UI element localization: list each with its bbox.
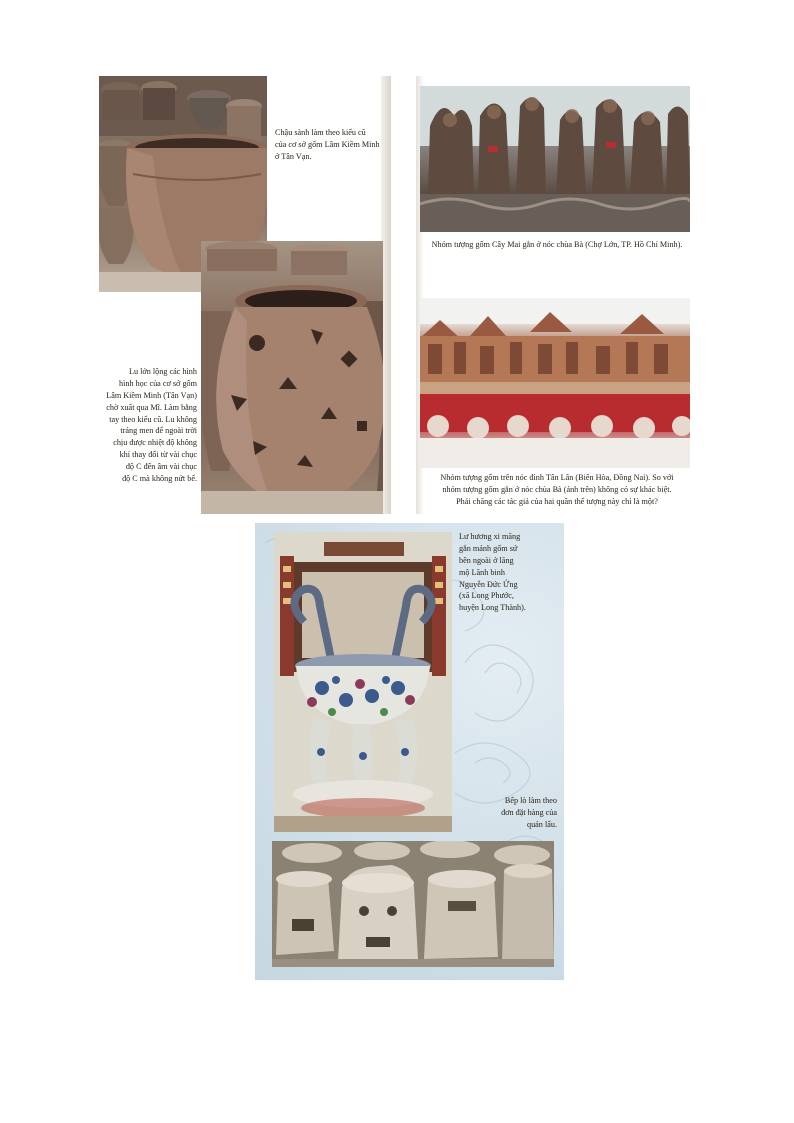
temple-roof-illustration — [420, 298, 690, 468]
incense-burner-illustration — [274, 532, 452, 832]
caption-line: Nhóm tượng gốm Cây Mai gắn ở nóc chùa Bà (Chợ Lớn, TP. Hồ Chí Minh). — [431, 240, 683, 249]
caption-incense-burner — [459, 531, 559, 614]
caption-temple-figures — [424, 472, 690, 508]
caption-line: gắn mảnh gốm sứ — [459, 543, 518, 553]
caption-line: bên ngoài ở lăng — [459, 555, 514, 565]
figure-group-illustration — [420, 86, 690, 232]
photo-pierced-jar — [201, 241, 383, 514]
left-page — [99, 76, 391, 514]
caption-line: chờ xuất qua Mĩ. Làm bằng — [106, 402, 197, 412]
caption-line: độ C đến âm vài chục — [125, 462, 197, 472]
photo-ceramic-figures-pagoda-roof — [420, 86, 690, 232]
caption-stoves — [461, 795, 557, 831]
photo-incense-burner — [274, 532, 452, 832]
caption-line: của cơ sở gốm Lâm Kiềm Minh — [275, 139, 380, 149]
caption-line: huyện Long Thành). — [459, 603, 526, 613]
caption-line: Nhóm tượng gốm trên nóc đình Tân Lân (Biên Hòa, Đồng Nai). So với — [440, 473, 674, 482]
photo-ceramic-figures-temple-roof — [420, 298, 690, 468]
caption-pagoda-figures — [424, 239, 690, 251]
caption-line: Chậu sành làm theo kiểu cũ — [275, 128, 366, 137]
caption-line: nhóm tượng gốm gắn ở nóc chùa Bà (ảnh trên) không có sự khác biệt. — [442, 484, 672, 494]
pierced-jar-illustration — [201, 241, 383, 514]
clay-stoves-illustration — [272, 841, 554, 967]
caption-line: khí thay đổi từ vài chục — [119, 450, 197, 460]
caption-line: (xã Long Phước, — [459, 591, 514, 601]
caption-line: độ C mà không nứt bể. — [122, 474, 197, 484]
caption-line: Nguyễn Đức Ứng — [459, 579, 518, 589]
caption-line: Bếp lò làm theo — [504, 796, 557, 805]
caption-line: quán lẩu. — [526, 819, 557, 829]
caption-line: tay theo kiểu cũ. Lu không — [109, 414, 197, 424]
caption-line: Lư hương xi măng — [459, 532, 521, 541]
caption-line: ở Tân Vạn. — [275, 151, 312, 161]
bottom-page — [255, 523, 564, 980]
caption-line: chịu được nhiệt độ không — [113, 438, 197, 448]
caption-line: tráng men để ngoài trời — [120, 426, 197, 436]
caption-line: đơn đặt hàng của — [501, 807, 557, 817]
caption-line: hình học của cơ sở gốm — [118, 378, 197, 388]
caption-line: Lu lớn lộng các hình — [129, 367, 197, 376]
caption-pierced-jar — [101, 366, 197, 485]
caption-line: Lâm Kiềm Minh (Tân Vạn) — [106, 390, 197, 400]
caption-line: Phải chăng các tác giả của hai quần thể tượng này chỉ là một? — [456, 496, 658, 506]
caption-line: mộ Lãnh binh — [459, 567, 505, 577]
photo-clay-stoves — [272, 841, 554, 967]
right-page — [416, 76, 693, 514]
caption-pottery-jars — [275, 127, 387, 163]
